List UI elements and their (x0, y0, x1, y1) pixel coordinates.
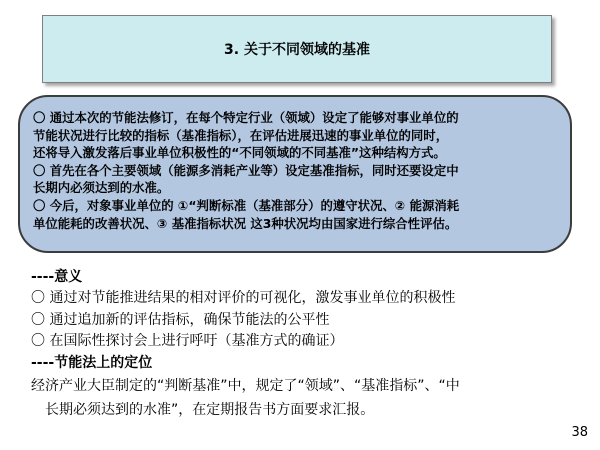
title-box (42, 15, 552, 83)
significance-item: 〇 通过对节能推进结果的相对评价的可视化，激发事业单位的积极性 (31, 290, 456, 306)
summary-line: 长期内必须达到的水准。 (33, 180, 170, 196)
body-content (31, 267, 591, 422)
positioning-text-line-1: 经济产业大臣制定的“判断基准”中，规定了“领域”、“基准指标”、“中 (31, 377, 460, 394)
significance-item: 〇 在国际性探讨会上进行呼吁（基准方式的确证） (31, 333, 344, 349)
positioning-text-line-2: 长期必须达到的水准”，在定期报告书方面要求汇报。 (45, 401, 375, 418)
summary-line: 单位能耗的改善状况、③ 基准指标状况 这3种状况均由国家进行综合性评估。 (33, 215, 458, 231)
summary-line: 〇 通过本次的节能法修订，在每个特定行业（领域）设定了能够对事业单位的 (33, 110, 459, 125)
significance-item: 〇 通过追加新的评估指标，确保节能法的公平性 (31, 311, 330, 328)
positioning-heading: ----节能法上的定位 (31, 354, 153, 371)
summary-line: 还将导入激发落后事业单位积极性的“不同领域的不同基准”这种结构方式。 (33, 145, 446, 161)
summary-box (18, 95, 572, 253)
slide-title: 3. 关于不同领域的基准 (224, 42, 370, 58)
summary-line: 节能状况进行比较的指标（基准指标），在评估进展迅速的事业单位的同时， (33, 127, 449, 143)
page-number: 38 (571, 425, 588, 440)
significance-heading: ----意义 (31, 269, 83, 285)
summary-line: 〇 今后，对象事业单位的 ①“判断标准（基准部分）的遵守状况、② 能源消耗 (33, 197, 460, 213)
summary-line: 〇 首先在各个主要领域（能源多消耗产业等）设定基准指标，同时还要设定中 (33, 162, 459, 178)
